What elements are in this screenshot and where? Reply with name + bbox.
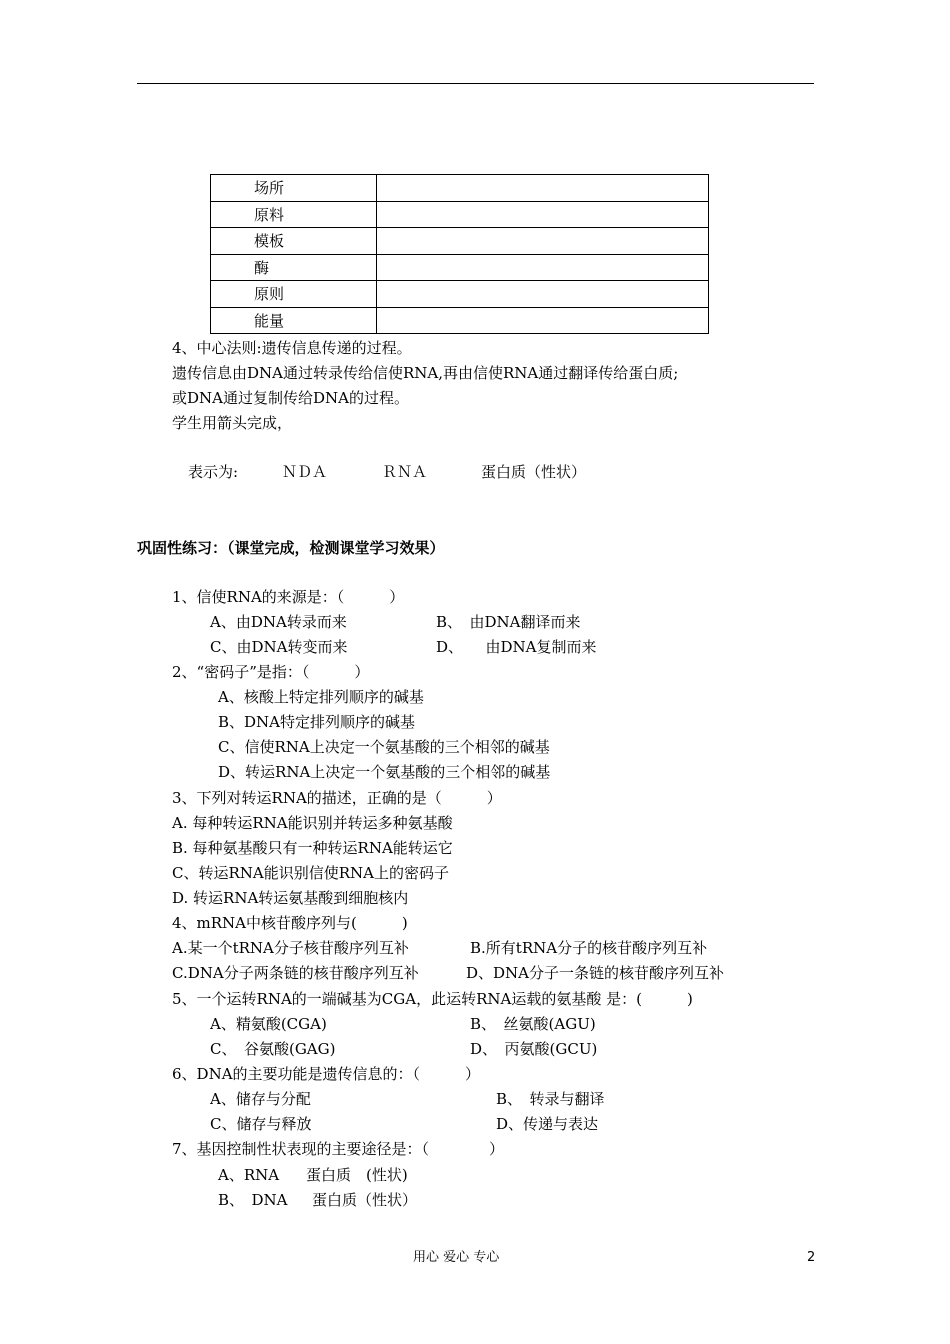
central-dogma-line: 学生用箭头完成， — [172, 414, 293, 432]
option-c: C、信使RNA上决定一个氨基酸的三个相邻的碱基 — [218, 738, 550, 756]
option-a-start: A、RNA — [218, 1166, 280, 1184]
table-label: 酶 — [211, 254, 377, 281]
option-a: A. 每种转运RNA能识别并转运多种氨基酸 — [172, 814, 453, 832]
transcription-table — [210, 174, 709, 334]
question-stem: 1、信使RNA的来源是：（ ） — [172, 588, 405, 606]
option-b: B、 转录与翻译 — [496, 1090, 605, 1108]
option-d: D、传递与表达 — [496, 1115, 599, 1133]
option-d: D. 转运RNA转运氨基酸到细胞核内 — [172, 889, 409, 907]
question-stem: 5、一个运转RNA的一端碱基为CGA，此运转RNA运载的氨基酸 是：( ) — [172, 990, 693, 1008]
option-d: D、 丙氨酸(GCU) — [470, 1040, 598, 1058]
option-b-start: B、 DNA — [218, 1191, 288, 1209]
option-c: C、储存与释放 — [210, 1115, 312, 1133]
question-stem: 7、基因控制性状表现的主要途径是：（ ） — [172, 1140, 505, 1158]
question-stem: 4、mRNA中核苷酸序列与( ) — [172, 914, 408, 932]
option-b-end: 蛋白质（性状） — [312, 1191, 418, 1209]
option-a: A、储存与分配 — [210, 1090, 311, 1108]
page-number: 2 — [807, 1250, 816, 1265]
option-c: C.DNA分子两条链的核苷酸序列互补 — [172, 964, 419, 982]
option-c: C、转运RNA能识别信使RNA上的密码子 — [172, 864, 449, 882]
table-cell — [377, 307, 709, 334]
option-d: D、转运RNA上决定一个氨基酸的三个相邻的碱基 — [218, 763, 551, 781]
option-b: B.所有tRNA分子的核苷酸序列互补 — [470, 939, 708, 957]
central-dogma-line: 或DNA通过复制传给DNA的过程。 — [172, 389, 409, 407]
header-rule — [137, 83, 814, 84]
question-stem: 6、DNA的主要功能是遗传信息的：（ ） — [172, 1065, 481, 1083]
table-cell — [377, 281, 709, 308]
option-a: A、由DNA转录而来 — [210, 613, 347, 631]
table-label: 能量 — [211, 307, 377, 334]
option-d: D、 由DNA复制而来 — [436, 638, 597, 656]
option-a: A、核酸上特定排列顺序的碱基 — [218, 688, 424, 706]
option-a-end: 蛋白质 (性状) — [306, 1166, 408, 1184]
central-dogma-heading: 4、中心法则:遗传信息传递的过程。 — [172, 339, 412, 357]
table-row — [211, 201, 709, 228]
option-b: B. 每种氨基酸只有一种转运RNA能转运它 — [172, 839, 453, 857]
option-c: C、 谷氨酸(GAG) — [210, 1040, 336, 1058]
table-row — [211, 281, 709, 308]
footer-motto: 用心 爱心 专心 — [413, 1250, 500, 1265]
question-stem: 3、下列对转运RNA的描述，正确的是（ ） — [172, 789, 502, 807]
table-cell — [377, 254, 709, 281]
question-stem: 2、“密码子”是指：（ ） — [172, 663, 370, 681]
expression-protein: 蛋白质（性状） — [481, 463, 587, 481]
table-cell — [377, 228, 709, 255]
table-label: 原料 — [211, 201, 377, 228]
table-row — [211, 175, 709, 202]
table-label: 场所 — [211, 175, 377, 202]
option-a: A、精氨酸(CGA) — [210, 1015, 327, 1033]
table-cell — [377, 201, 709, 228]
central-dogma-line: 遗传信息由DNA通过转录传给信使RNA,再由信使RNA通过翻译传给蛋白质; — [172, 364, 679, 382]
expression-dna: ＮＤＡ — [282, 463, 328, 481]
option-a: A.某一个tRNA分子核苷酸序列互补 — [172, 939, 409, 957]
table-row — [211, 228, 709, 255]
option-b: B、 丝氨酸(AGU) — [470, 1015, 596, 1033]
table-cell — [377, 175, 709, 202]
option-b: B、DNA特定排列顺序的碱基 — [218, 713, 416, 731]
table-row — [211, 254, 709, 281]
option-c: C、由DNA转变而来 — [210, 638, 348, 656]
table-label: 模板 — [211, 228, 377, 255]
exercise-title: 巩固性练习：（课堂完成，检测课堂学习效果） — [137, 539, 445, 557]
table-label: 原则 — [211, 281, 377, 308]
option-b: B、 由DNA翻译而来 — [436, 613, 581, 631]
expression-rna: ＲＮＡ — [382, 463, 428, 481]
option-d: D、DNA分子一条链的核苷酸序列互补 — [466, 964, 725, 982]
expression-label: 表示为: — [188, 463, 239, 481]
table-row — [211, 307, 709, 334]
